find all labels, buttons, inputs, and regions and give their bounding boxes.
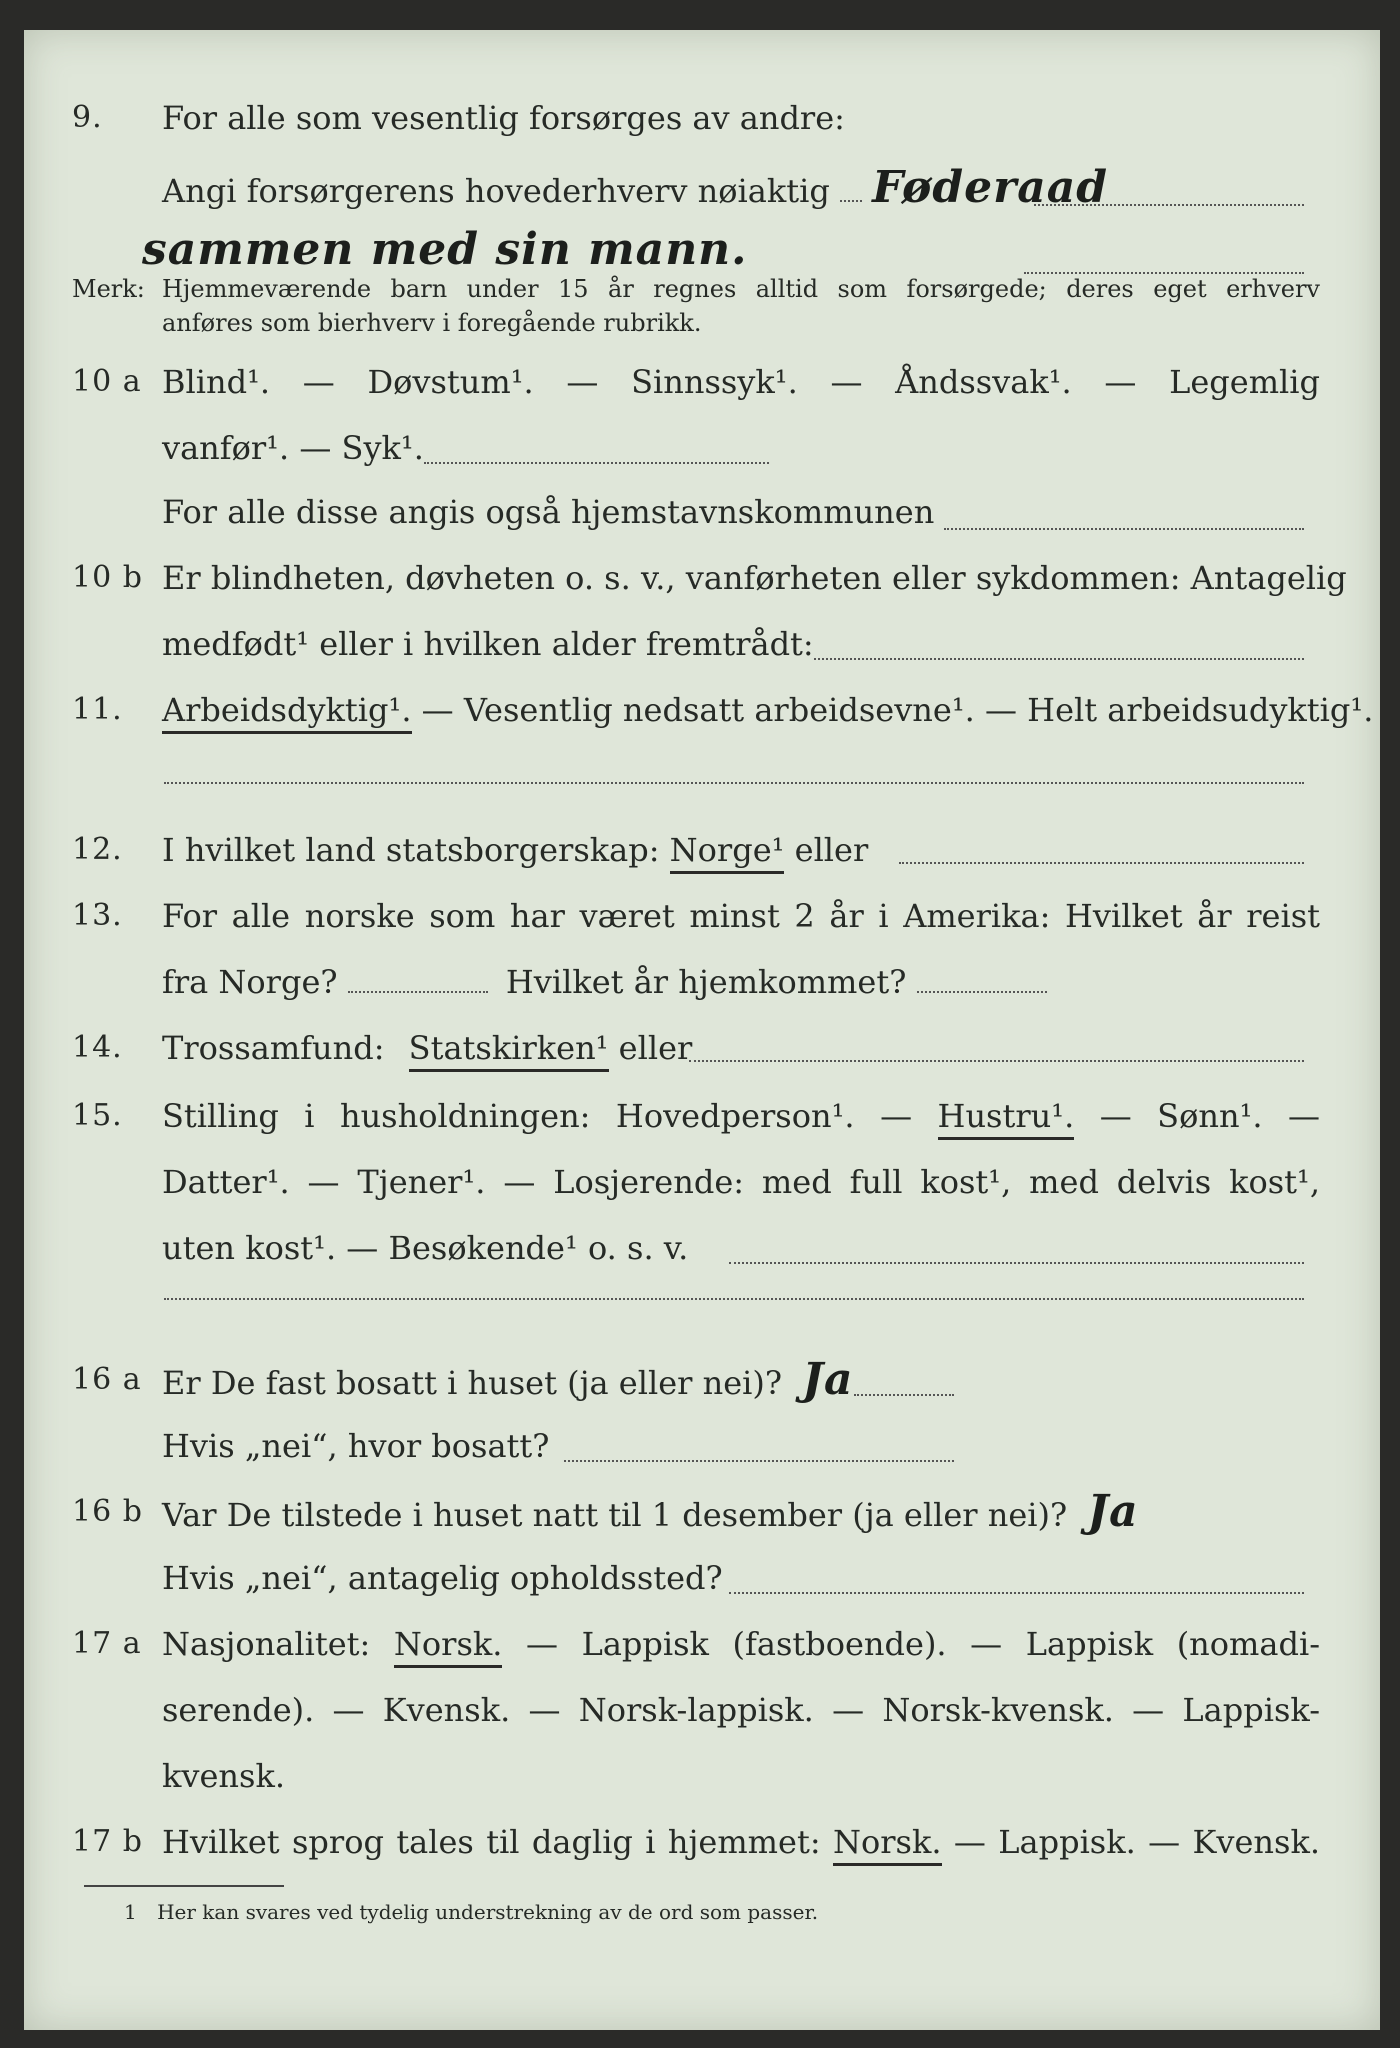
q17a-label: Nasjonalitet: [162,1625,371,1663]
q15-text-2: Datter¹. — Tjener¹. — Losjerende: med full kost¹, med delvis kost¹, [162,1163,1320,1201]
q15-number: 15. [72,1098,123,1133]
q14-row [24,1018,1380,1078]
q16a-label: Er De fast bosatt i huset (ja eller nei)? [162,1364,783,1402]
footnote-rule [84,1885,284,1887]
q10a-number: 10 a [72,364,142,399]
q17a-number: 17 a [72,1626,142,1661]
q10b-fill-line [814,658,1304,660]
q11-row [24,680,1380,740]
q10b-row [24,548,1380,608]
q12-row [24,820,1380,880]
q16a-fill-line [854,1394,954,1396]
q13-right-label: Hvilket år hjemkommet? [505,963,907,1001]
q10a-fill-line [424,462,769,464]
q17a-row [24,1614,1380,1674]
q10a-row [24,352,1380,412]
q15-row-2 [24,1152,1380,1212]
q17a-text-1 [162,1614,1320,1674]
q15-fill-line-2 [164,1298,1304,1300]
q11-number: 11. [72,692,123,727]
merk-label: Merk: [72,275,145,303]
q12-fill-line [899,862,1304,864]
q12-text [162,820,1320,880]
q9-handwritten-answer-1: Føderaad [872,162,1109,213]
q13-row-2 [24,952,1380,1012]
q10a-fill-line-2 [944,528,1304,530]
q17a-row-3 [24,1746,1380,1806]
q13-left-fill [348,961,488,993]
q12-option-selected: Norge¹ [670,831,785,874]
q17b-option-selected: Norsk. [833,1823,942,1866]
q16b-text-1 [162,1482,1320,1545]
q16b-handwritten-answer: Ja [1087,1486,1139,1537]
q14-number: 14. [72,1030,123,1065]
q9-text: For alle som vesentlig forsørges av andre: [162,99,845,137]
q16b-fill-line [729,1592,1304,1594]
q9-occupation-label: Angi forsørgerens hovederhverv nøiaktig [162,172,830,210]
q11-fill-line [164,782,1304,784]
q9-row-3 [24,220,1380,280]
q15-label: Stilling i husholdningen: Hovedperson¹. — [162,1097,913,1135]
q17a-option-selected: Norsk. [394,1625,503,1668]
q14-text [162,1018,1320,1078]
q14-post: eller [618,1029,693,1067]
q17b-text [162,1812,1320,1872]
q15-text-3: uten kost¹. — Besøkende¹ o. s. v. [162,1229,689,1267]
q13-text-2 [162,952,1320,1012]
q16a-number: 16 a [72,1362,142,1397]
q14-fill-line [689,1060,1304,1062]
q10b-text-1: Er blindheten, døvheten o. s. v., vanførheten eller sykdommen: Antagelig [162,559,1347,597]
q16a-handwritten-answer: Ja [802,1354,854,1405]
q16b-text-2: Hvis „nei“, antagelig opholdssted? [162,1559,723,1597]
footnote-mark: 1 [124,1900,137,1924]
q16b-label: Var De tilstede i huset natt til 1 desember (ja eller nei)? [162,1496,1068,1534]
q13-number: 13. [72,898,123,933]
q17b-row [24,1812,1380,1872]
q15-option-selected: Hustru¹. [938,1097,1075,1140]
q10b-number: 10 b [72,560,143,595]
footnote [124,1900,818,1924]
q12-label: I hvilket land statsborgerskap: [162,831,660,869]
q15-post: — Sønn¹. — [1099,1097,1321,1135]
merk-text-1: Hjemmeværende barn under 15 år regnes alltid som forsørgede; deres eget erhverv [162,275,1320,303]
q10b-text-2: medfødt¹ eller i hvilken alder fremtrådt: [162,625,814,663]
q17a-row-2 [24,1680,1380,1740]
q10a-row-3 [24,482,1380,542]
q16a-fill-line-2 [564,1460,954,1462]
q9-fill-line [1034,204,1304,206]
q15-text-1 [162,1086,1320,1146]
q9-line2 [162,158,1320,221]
q15-row-3 [24,1218,1380,1278]
q9-row [24,88,1380,148]
q13-row [24,886,1380,946]
q15-fill-line [729,1262,1304,1264]
q16a-text-1 [162,1350,1320,1413]
footnote-text: Her kan svares ved tydelig understrekning av de ord som passer. [157,1900,819,1924]
q17b-label: Hvilket sprog tales til daglig i hjemmet: [162,1823,821,1861]
q14-option-selected: Statskirken¹ [409,1029,609,1072]
q17a-text-2: serende). — Kvensk. — Norsk-lappisk. — Norsk-kvensk. — Lappisk- [162,1691,1320,1729]
q16b-row [24,1482,1380,1542]
q17a-other-options: — Lappisk (fastboende). — Lappisk (nomadi- [526,1625,1321,1663]
q15-row [24,1086,1380,1146]
q17b-number: 17 b [72,1824,143,1859]
q13-text-1: For alle norske som har været minst 2 år i Amerika: Hvilket år reist [162,897,1320,935]
q10b-row-2 [24,614,1380,674]
q14-label: Trossamfund: [162,1029,385,1067]
q11-option-selected: Arbeidsdyktig¹. [162,691,412,734]
q16b-row-2 [24,1548,1380,1608]
q13-right-fill [917,961,1047,993]
q12-number: 12. [72,832,123,867]
q12-post: eller [794,831,869,869]
q16a-row-2 [24,1416,1380,1476]
q13-left-label: fra Norge? [162,963,338,1001]
q17a-text-3: kvensk. [162,1757,285,1795]
census-form-page [24,30,1380,2030]
q10a-text-3: For alle disse angis også hjemstavnskommunen [162,493,935,531]
q9-number: 9. [72,100,103,135]
q10a-row-2 [24,418,1380,478]
q9-handwritten-answer-2: sammen med sin mann. [142,224,748,275]
q17b-other-options: — Lappisk. — Kvensk. [953,1823,1321,1861]
q11-text [162,680,1374,740]
q16a-row [24,1350,1380,1410]
q11-other-options: — Vesentlig nedsatt arbeidsevne¹. — Helt arbeidsudyktig¹. [421,691,1374,729]
merk-text-2: anføres som bierhverv i foregående rubrikk. [162,309,702,337]
q10a-text-2: vanfør¹. — Syk¹. [162,429,424,467]
q9-row-2 [24,158,1380,218]
q16a-text-2: Hvis „nei“, hvor bosatt? [162,1427,550,1465]
q16b-number: 16 b [72,1494,143,1529]
q10a-text-1: Blind¹. — Døvstum¹. — Sinnssyk¹. — Åndssvak¹. — Legemlig [162,363,1320,401]
